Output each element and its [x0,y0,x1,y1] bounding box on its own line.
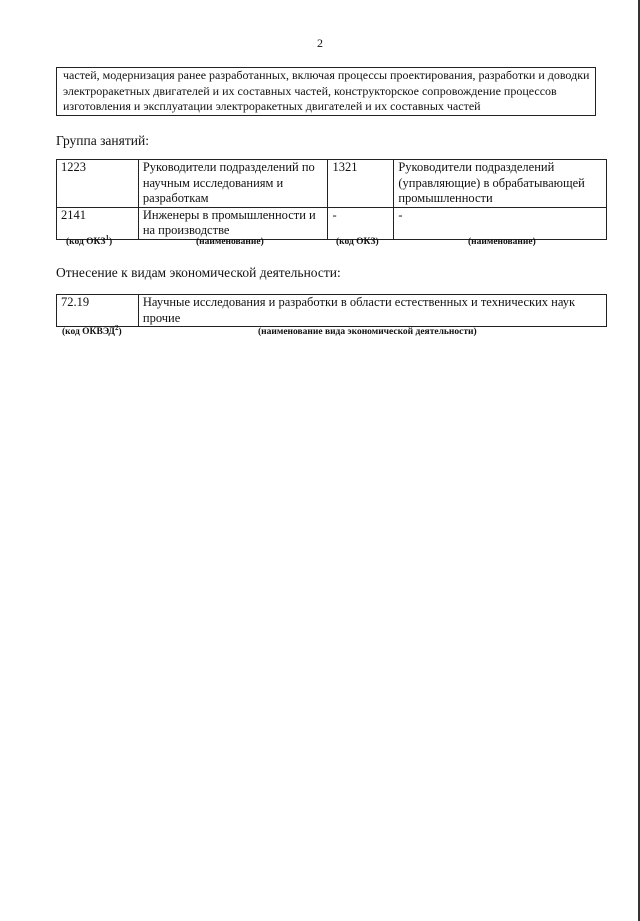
table-row [57,295,607,327]
okz-code-cell: 2141 [57,207,139,239]
okved-name-caption: (наименование вида экономической деятельности) [258,327,477,337]
occupation-group-heading: Группа занятий: [56,133,149,148]
okz-name-cell: Руководители подразделений по научным исследованиям и разработкам [138,160,328,208]
okz-code-cell: 1321 [328,160,394,208]
okz-name-cell: Инженеры в промышленности и на производстве [138,207,328,239]
okz-name-cell: - [394,207,607,239]
okz-code-cell: 1223 [57,160,139,208]
occupation-table [56,159,607,240]
okved-code-cell: 72.19 [57,295,139,327]
okz-code-cell: - [328,207,394,239]
table-row [57,207,607,239]
economic-activity-table [56,294,607,327]
okved-name-cell: Научные исследования и разработки в области естественных и технических наук прочие [138,295,606,327]
page-number: 2 [317,36,323,50]
okz-name-cell: Руководители подразделений (управляющие) в обрабатывающей промышленности [394,160,607,208]
intro-text-box: частей, модернизация ранее разработанных, включая процессы проектирования, разработки и доводки электроракетных двигателей и их составных частей, конструкторское сопровождение процессов изготовления и эксплуатации электроракетных двигателей и их составных частей [56,67,596,116]
okved-code-caption: (код ОКВЭД$^2$) [62,323,122,337]
table-row [57,160,607,208]
okz-code-caption: (код ОКЗ$^1$) [66,233,113,247]
okz-code-caption: (код ОКЗ) [336,237,379,247]
okz-name-caption: (наименование) [468,237,536,247]
okz-name-caption: (наименование) [196,237,264,247]
economic-activity-heading: Отнесение к видам экономической деятельности: [56,265,341,280]
